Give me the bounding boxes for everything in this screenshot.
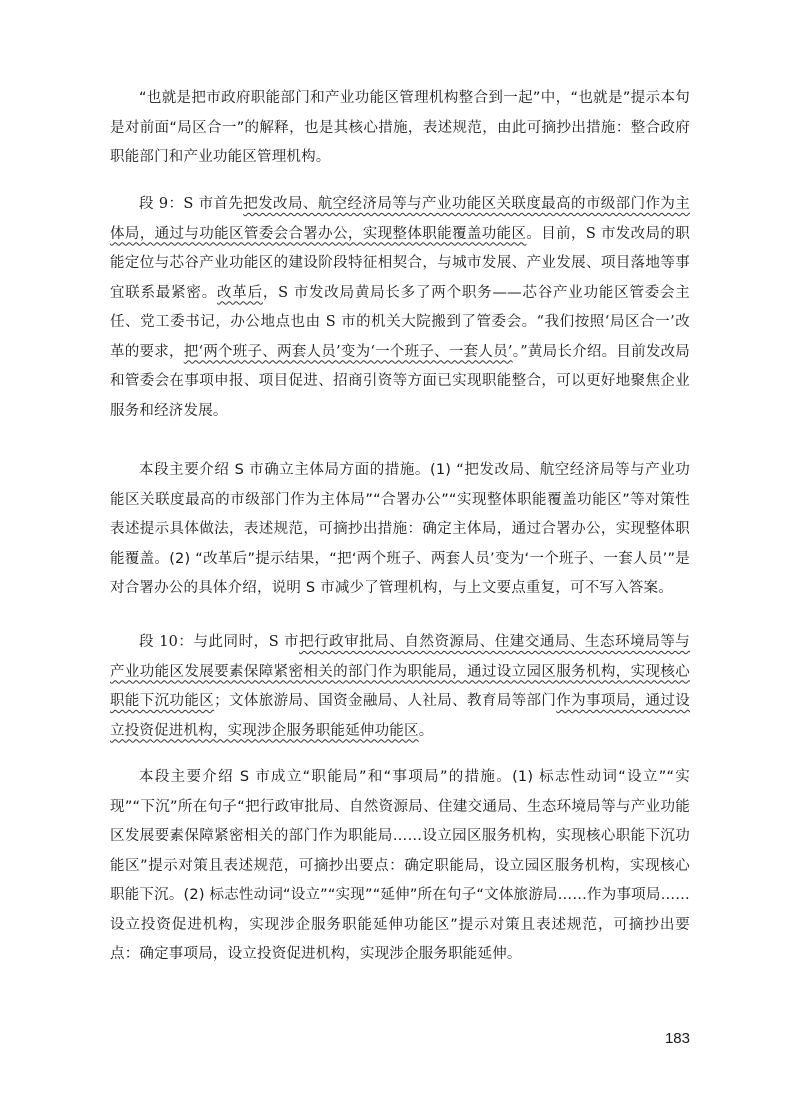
- analysis-paragraph-3: [110, 763, 690, 970]
- underlined-text: 作为事项局，通过设立投资促进机构，实现涉企服务职能延伸功能区: [110, 693, 690, 739]
- text-segment: 本段主要介绍 S 市成立“职能局”和“事项局”的措施。(1) 标志性动词“设立”“实现”“下沉”所在句子“把行政审批局、自然资源局、住建交通局、生态环境局等与产业功能区发展要素保障紧密相关的部门作为职能局……设立园区服务机构，实现核心职能下沉功能区”提示对策且表述规范，可摘抄出要点：确定职能局，设立园区服务机构，实现核心职能下沉。(2) 标志性动词“设立”“实现”“延伸”所在句子“文体旅游局……作为事项局……设立投资促进机构，实现涉企服务职能延伸功能区”提示对策且表述规范，可摘抄出要点：确定事项局，设立投资促进机构，实现涉企服务职能延伸。: [110, 769, 690, 962]
- underlined-text: 把‘两个班子、两套人员’变为‘一个班子、一套人员’: [183, 343, 513, 360]
- source-paragraph-10: [110, 628, 690, 746]
- text-segment: 。目前，S 市发改局的职能定位与芯谷产业功能区的建设阶段特征相契合，与城市发展、产业发展、项目落地等事宜联系最紧密。: [110, 225, 690, 301]
- page-number: 183: [664, 1030, 690, 1047]
- underlined-text: 把行政审批局、自然资源局、住建交通局、生态环境局等与产业功能区发展要素保障紧密相关的部门作为职能局，通过设立园区服务机构，实现核心职能下沉功能区: [110, 634, 691, 709]
- text-segment: 段 10：与此同时，S 市: [139, 634, 300, 650]
- text-segment: 段 9：S 市首先: [139, 196, 244, 212]
- text-segment: 。”黄局长介绍。目前发改局和管委会在事项申报、项目促进、招商引资等方面已实现职能整合，可以更好地聚焦企业服务和经济发展。: [110, 343, 691, 419]
- text-segment: ，S 市发改局黄局长多了两个职务——芯谷产业功能区管委会主任、党工委书记，办公地点也由 S 市的机关大院搬到了管委会。“我们按照‘局区合一’改革的要求，: [110, 284, 690, 360]
- analysis-paragraph-1: [110, 84, 690, 173]
- text-segment: “也就是把市政府职能部门和产业功能区管理机构整合到一起”中，“也就是”提示本句是对前面“局区合一”的解释，也是其核心措施，表述规范，由此可摘抄出措施：整合政府职能部门和产业功能区管理机构。: [110, 90, 690, 165]
- underlined-text: 改革后: [217, 284, 263, 301]
- analysis-paragraph-2: [110, 456, 690, 604]
- underlined-text: 把发改局、航空经济局等与产业功能区关联度最高的市级部门作为主体局，通过与功能区管委会合署办公，实现整体职能覆盖功能区: [110, 196, 690, 242]
- text-segment: ；文体旅游局、国资金融局、人社局、教育局等部门: [214, 693, 557, 709]
- text-segment: 本段主要介绍 S 市确立主体局方面的措施。(1) “把发改局、航空经济局等与产业功能区关联度最高的市级部门作为主体局”“合署办公”“实现整体职能覆盖功能区”等对策性表述提示具体做法，表述规范，可摘抄出措施：确定主体局，通过合署办公，实现整体职能覆盖。(2) “改革后”提示结果，“把‘两个班子、两套人员’变为‘一个班子、一套人员’”是对合署办公的具体介绍，说明 S 市减少了管理机构，与上文要点重复，可不写入答案。: [110, 462, 690, 596]
- source-paragraph-9: [110, 190, 690, 426]
- text-segment: 。: [418, 722, 434, 739]
